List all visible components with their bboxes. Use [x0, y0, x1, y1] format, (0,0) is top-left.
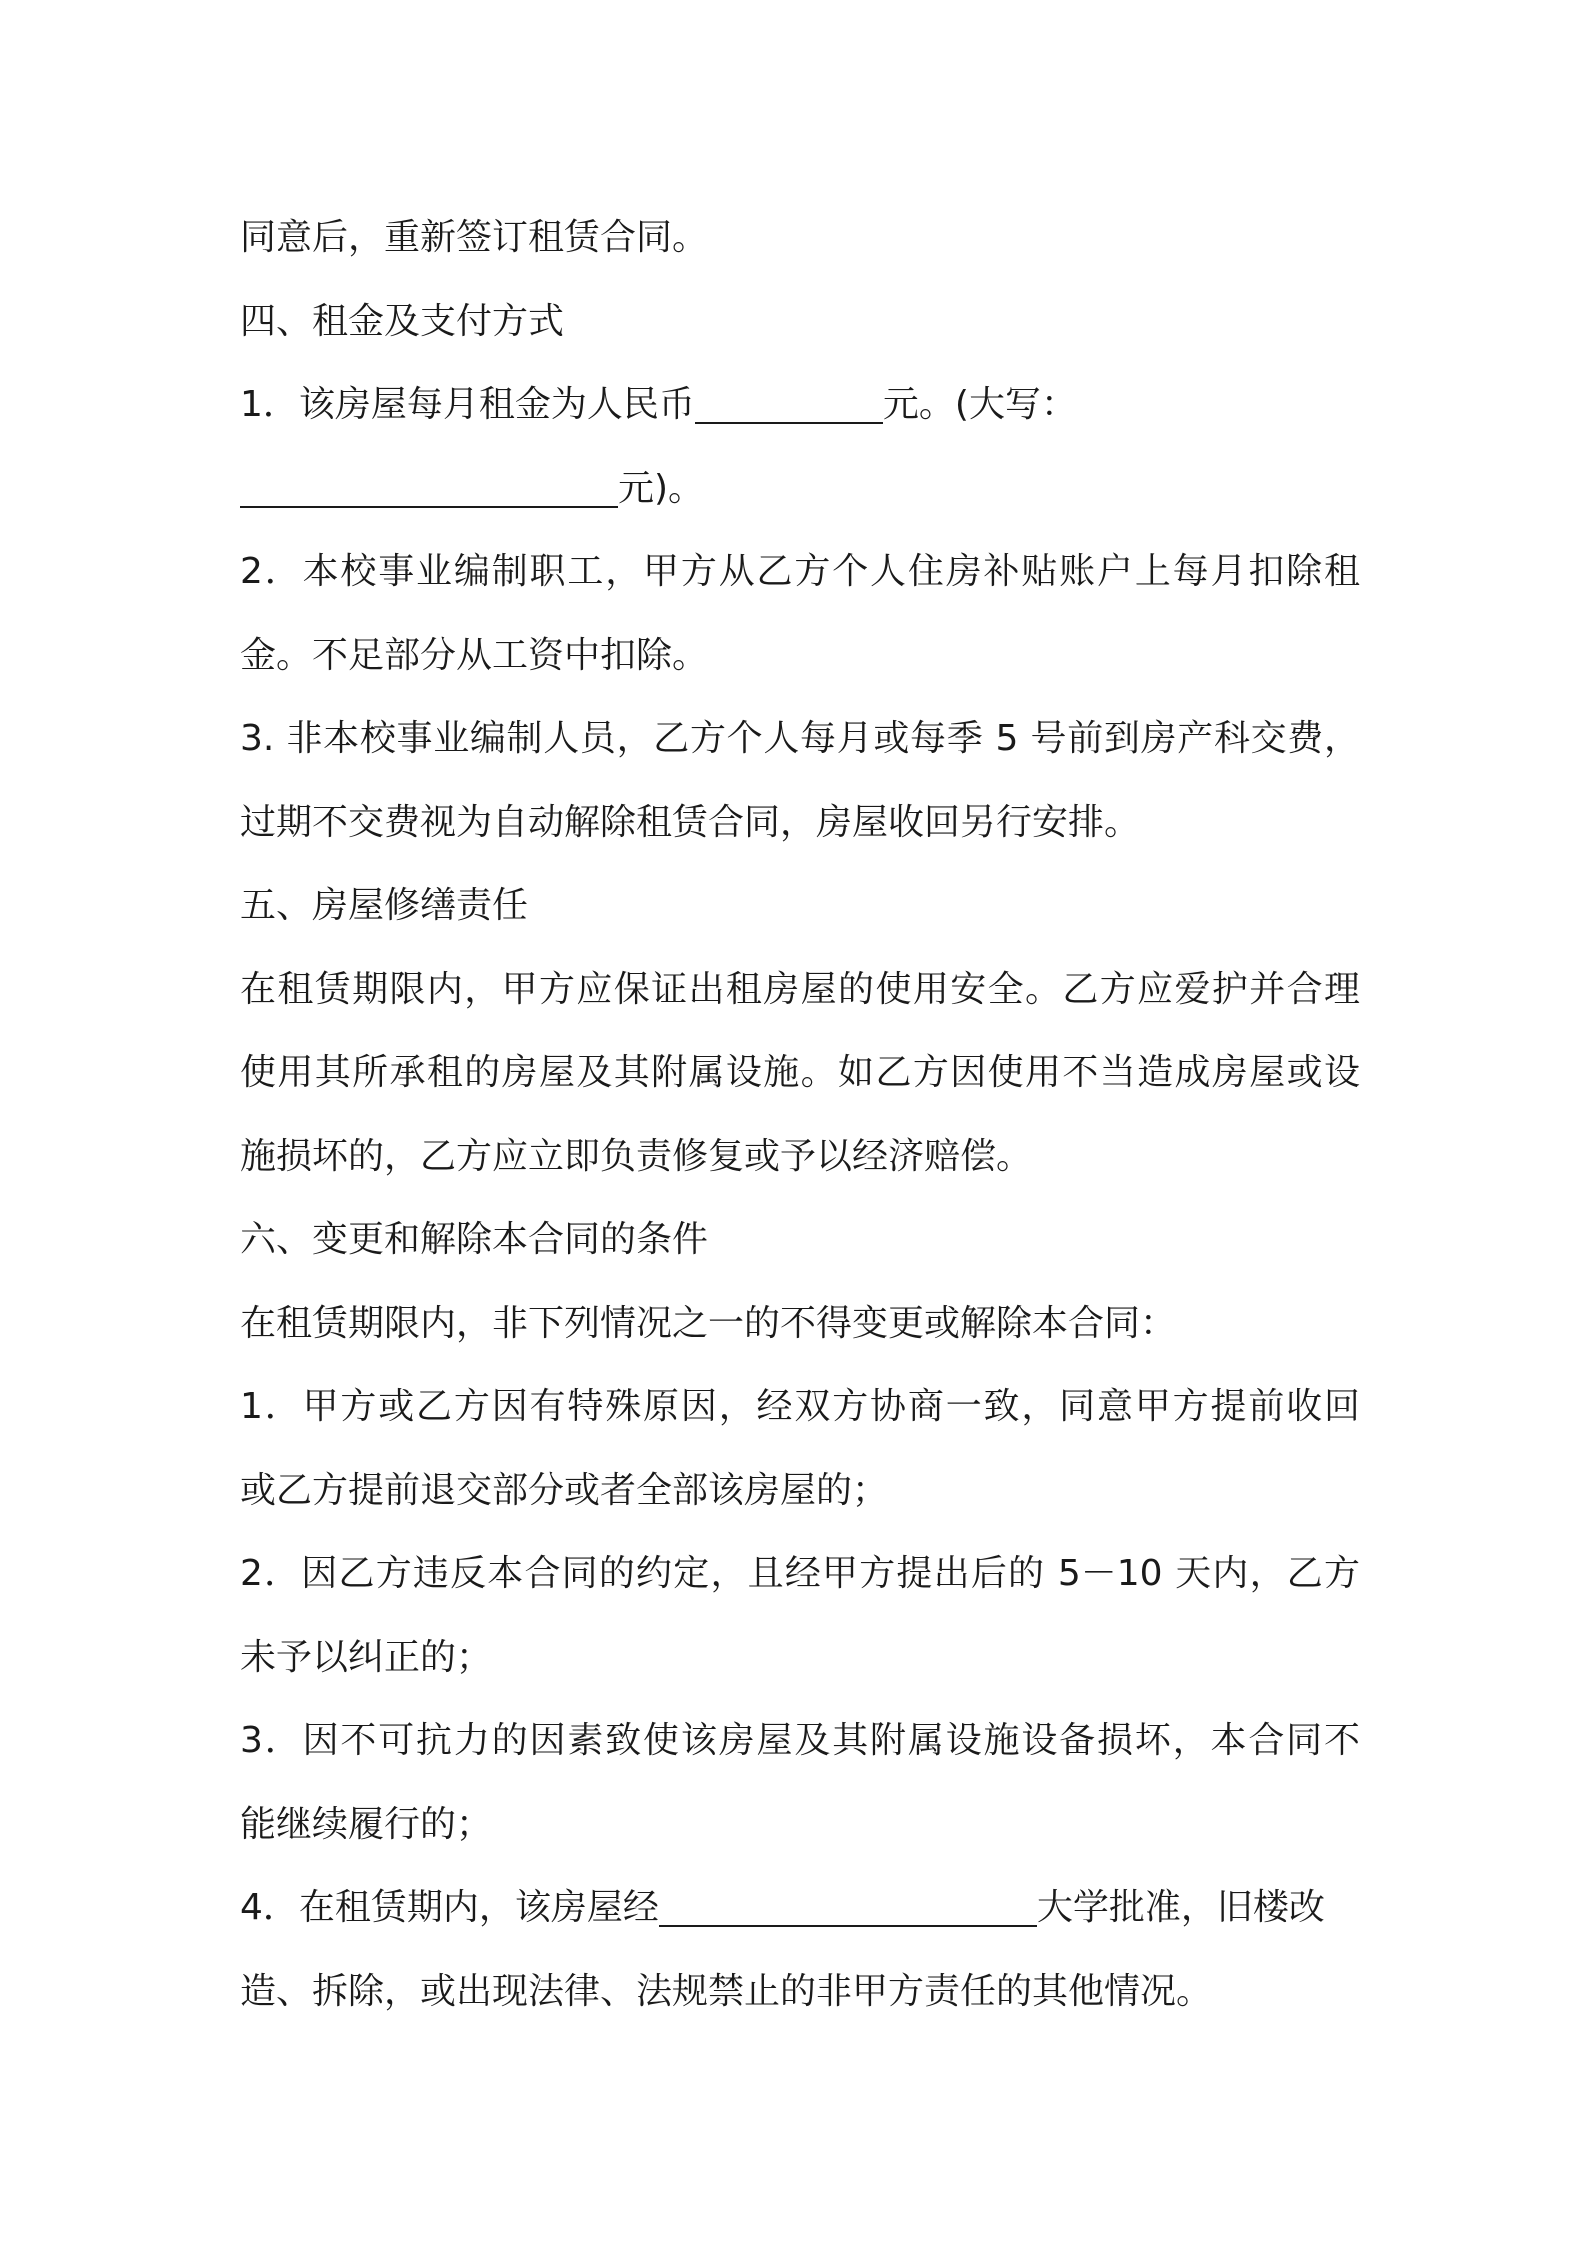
paragraph-line: 施损坏的，乙方应立即负责修复或予以经济赔偿。: [240, 1135, 1033, 1177]
paragraph-line: 2．因乙方违反本合同的约定，且经甲方提出后的 5－10 天内，乙方: [240, 1553, 1360, 1594]
rent-amount-words-blank: [240, 470, 618, 508]
paragraph-line: 或乙方提前退交部分或者全部该房屋的；: [240, 1469, 889, 1511]
paragraph-line: 造、拆除，或出现法律、法规禁止的非甲方责任的其他情况。: [240, 1970, 1213, 2012]
paragraph-line: 过期不交费视为自动解除租赁合同，房屋收回另行安排。: [240, 801, 1141, 843]
paragraph-line: 金。不足部分从工资中扣除。: [240, 634, 709, 676]
section-heading-change-termination: 六、变更和解除本合同的条件: [240, 1219, 709, 1260]
university-approval-suffix: 大学批准，旧楼改: [1036, 1887, 1325, 1928]
university-name-blank: [659, 1889, 1037, 1927]
paragraph-line: 2．本校事业编制职工，甲方从乙方个人住房补贴账户上每月扣除租: [240, 551, 1360, 592]
paragraph-line: 使用其所承租的房屋及其附属设施。如乙方因使用不当造成房屋或设: [240, 1052, 1360, 1093]
university-approval-label: 4．在租赁期内，该房屋经: [240, 1887, 659, 1928]
university-approval-line: [240, 1866, 1360, 1950]
rent-amount-words-suffix: 元)。: [618, 467, 705, 509]
rent-amount-suffix: 元。(大写：: [882, 384, 1077, 425]
rent-amount-blank: [695, 386, 883, 424]
paragraph-line: 3. 非本校事业编制人员，乙方个人每月或每季 5 号前到房产科交费，: [240, 718, 1360, 759]
paragraph-line: 能继续履行的；: [240, 1803, 493, 1845]
document-body: [240, 196, 1360, 2033]
rent-amount-words-line: [240, 447, 1360, 531]
rent-amount-label: 1．该房屋每月租金为人民币: [240, 384, 695, 425]
section-heading-repair: 五、房屋修缮责任: [240, 885, 529, 926]
paragraph-line: 1．甲方或乙方因有特殊原因，经双方协商一致，同意甲方提前收回: [240, 1386, 1360, 1427]
rent-amount-line: [240, 363, 1360, 447]
paragraph-line: 在租赁期限内，甲方应保证出租房屋的使用安全。乙方应爱护并合理: [240, 968, 1360, 1010]
paragraph-line: 同意后，重新签订租赁合同。: [240, 217, 709, 258]
section-heading-rent-payment: 四、租金及支付方式: [240, 300, 565, 342]
paragraph-line: 在租赁期限内，非下列情况之一的不得变更或解除本合同：: [240, 1302, 1177, 1344]
paragraph-line: 未予以纠正的；: [240, 1636, 493, 1678]
paragraph-line: 3．因不可抗力的因素致使该房屋及其附属设施设备损坏，本合同不: [240, 1720, 1360, 1761]
